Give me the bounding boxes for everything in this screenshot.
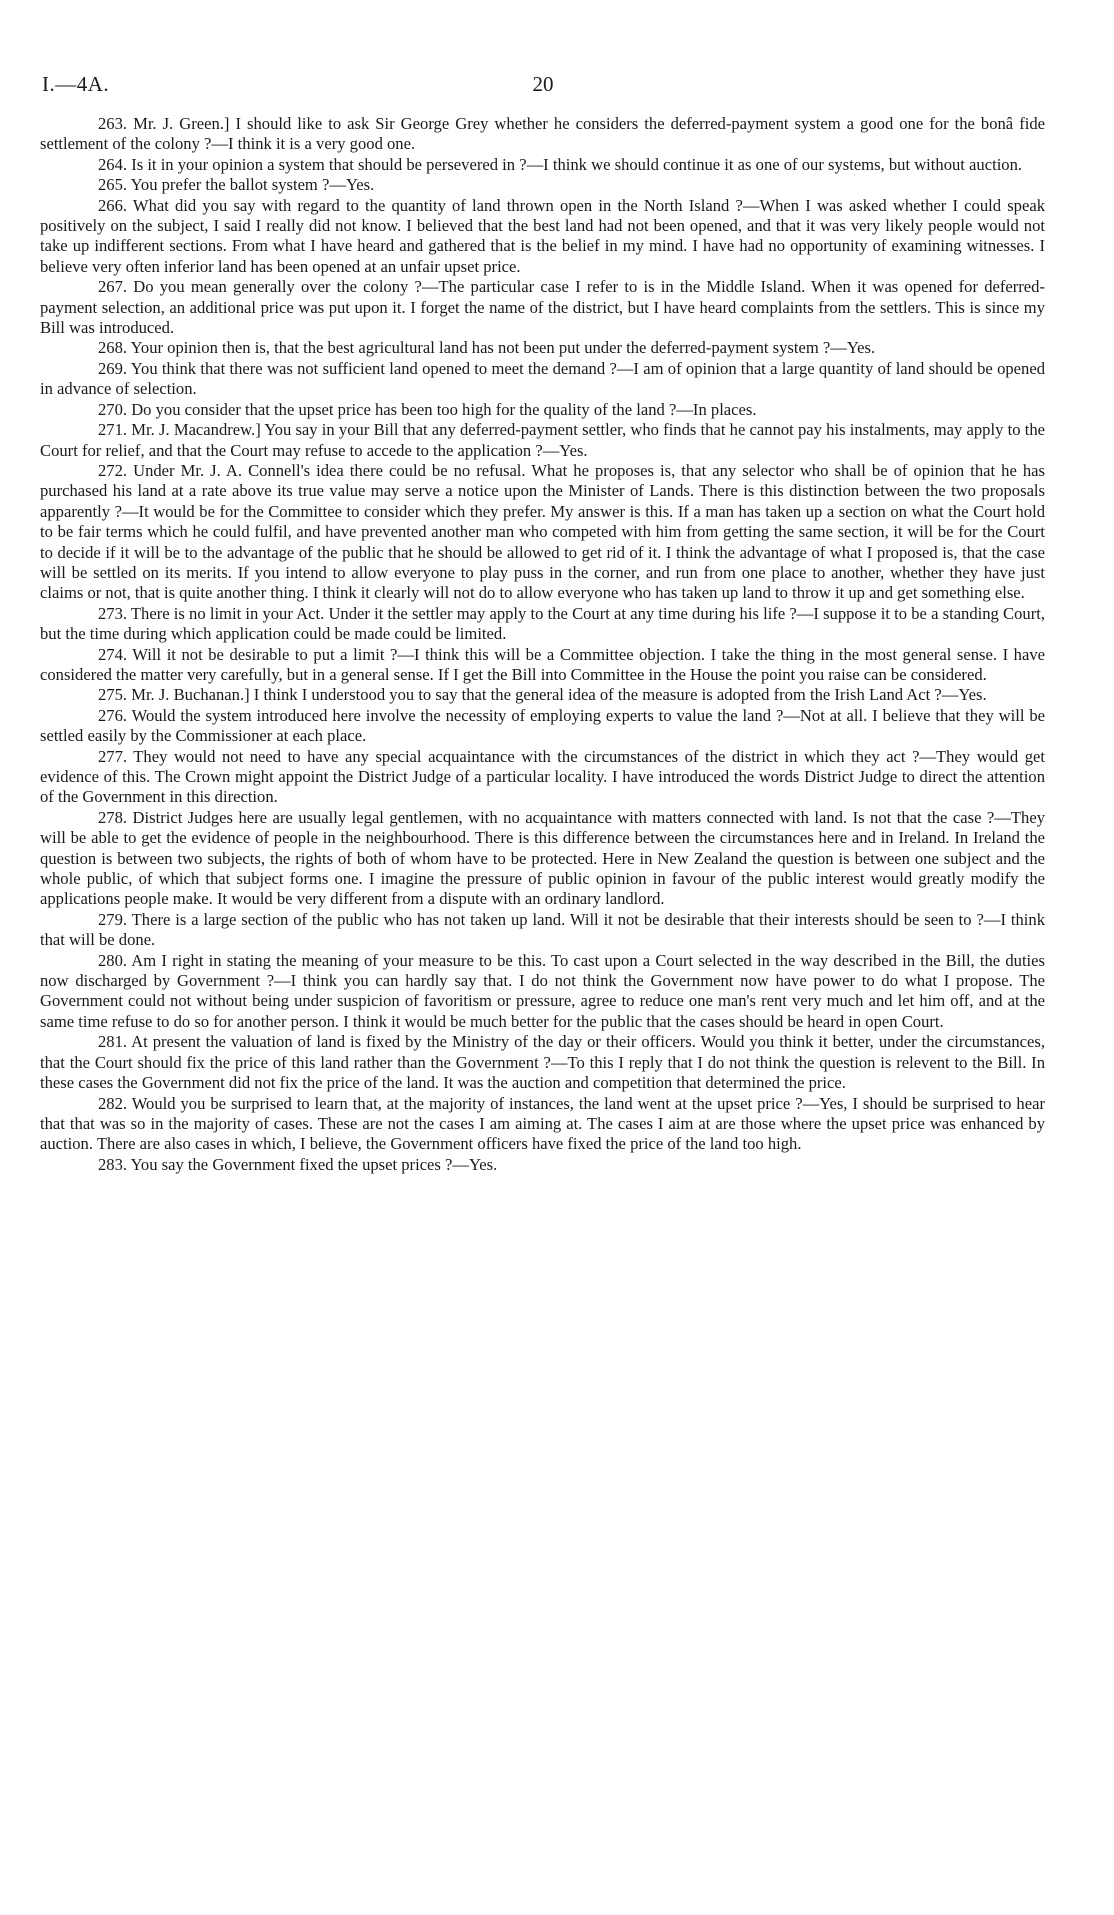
page-number: 20 xyxy=(532,72,554,96)
question-280: 280. Am I right in stating the meaning of your measure to be this. To cast upon a Court selected in the way described in the Bill, the duties now discharged by Government ?—I think you can hardly say that. I do not think the Government now have power to do what I propose. The Government could not without being under suspicion of favoritism or pressure, agree to reduce one man's rent very much and let him off, and at the same time refuse to do so for another person. I think it would be much better for the public that the cases should be heard in open Court. xyxy=(40,950,1045,1031)
question-267: 267. Do you mean generally over the colony ?—The particular case I refer to is in the Middle Island. When it was opened for deferred-payment selection, an additional price was put upon it. I forget the name of the district, but I have heard complaints from the settlers. This is since my Bill was introduced. xyxy=(40,277,1045,338)
question-268: 268. Your opinion then is, that the best agricultural land has not been put under the deferred-payment system ?—Yes. xyxy=(98,338,876,358)
question-271: 271. Mr. J. Macandrew.] You say in your Bill that any deferred-payment settler, who finds that he cannot pay his instalments, may apply to the Court for relief, and that the Court may refuse to accede to the application ?—Yes. xyxy=(40,420,1045,460)
document-reference: I.—4A. xyxy=(42,72,110,96)
question-273: 273. There is no limit in your Act. Under it the settler may apply to the Court at any time during his life ?—I suppose it to be a standing Court, but the time during which application could be made could be limited. xyxy=(40,603,1045,644)
question-264: 264. Is it in your opinion a system that should be persevered in ?—I think we should continue it as one of our systems, but without auction. xyxy=(98,154,1023,174)
question-283: 283. You say the Government fixed the upset prices ?—Yes. xyxy=(98,1154,498,1174)
question-270: 270. Do you consider that the upset price has been too high for the quality of the land ?—In places. xyxy=(98,399,757,419)
question-269: 269. You think that there was not sufficient land opened to meet the demand ?—I am of opinion that a large quantity of land should be opened in advance of selection. xyxy=(40,358,1045,399)
minutes-of-evidence xyxy=(40,114,1045,1175)
question-281: 281. At present the valuation of land is fixed by the Ministry of the day or their officers. Would you think it better, under the circumstances, that the Court should fix the price of this land rather than the Government ?—To this I reply that I do not think the question is relevent to the Bill. In these cases the Government did not fix the price of the land. It was the auction and competition that determined the price. xyxy=(40,1032,1045,1093)
question-277: 277. They would not need to have any special acquaintance with the circumstances of the district in which they act ?—They would get evidence of this. The Crown might appoint the District Judge of a particular locality. I have introduced the words District Judge to direct the attention of the Government in this direction. xyxy=(40,746,1045,807)
page-header xyxy=(42,72,1044,100)
question-278: 278. District Judges here are usually legal gentlemen, with no acquaintance with matters connected with land. Is not that the case ?—They will be able to get the evidence of people in the neighbourhood. There is this difference between the circumstances here and in Ireland. In Ireland the question is between two subjects, the rights of both of whom have to be protected. Here in New Zealand the question is between one subject and the whole public, of which that subject forms one. I imagine the pressure of public opinion in favour of the public interest would greatly modify the applications people make. It would be very different from a dispute with an ordinary landlord. xyxy=(40,807,1045,909)
question-282: 282. Would you be surprised to learn that, at the majority of instances, the land went at the upset price ?—Yes, I should be surprised to hear that that was so in the majority of cases. These are not the cases I am aiming at. The cases I aim at are those where the upset price was enhanced by auction. There are also cases in which, I believe, the Government officers have fixed the price of the land too high. xyxy=(40,1093,1045,1154)
question-266: 266. What did you say with regard to the quantity of land thrown open in the North Island ?—When I was asked whether I could speak positively on the subject, I said I really did not know. I believed that the best land had not been opened, and that it was very likely people would not take up indifferent sections. From what I have heard and gathered that is the belief in my mind. I have had no opportunity of examining witnesses. I believe very often inferior land has been opened at an unfair upset price. xyxy=(40,195,1045,276)
question-272: 272. Under Mr. J. A. Connell's idea there could be no refusal. What he proposes is, that any selector who shall be of opinion that he has purchased his land at a rate above its true value may serve a notice upon the Minister of Lands. There is this distinction between the two proposals apparently ?—It would be for the Committee to consider which they prefer. My answer is this. If a man has taken up a section on what the Court hold to be fair terms which he could fulfil, and have prevented another man who competed with him from getting the same section, it will be for the Court to decide if it will be to the advantage of the public that he should be allowed to get rid of it. I think the advantage of what I proposed is, that the case will be settled on its merits. If you intend to allow everyone to play puss in the corner, and run from one place to another, whether they have just claims or not, that is quite another thing. I think it clearly will not do to allow everyone who has taken up land to throw it up and get something else. xyxy=(40,460,1045,603)
question-265: 265. You prefer the ballot system ?—Yes. xyxy=(98,175,375,195)
question-263: 263. Mr. J. Green.] I should like to ask Sir George Grey whether he considers the deferred-payment system a good one for the bonâ fide settlement of the colony ?—I think it is a very good one. xyxy=(40,114,1045,154)
question-276: 276. Would the system introduced here involve the necessity of employing experts to value the land ?—Not at all. I believe that they will be settled easily by the Commissioner at each place. xyxy=(40,705,1045,746)
question-274: 274. Will it not be desirable to put a limit ?—I think this will be a Committee objection. I take the thing in the most general sense. I have considered the matter very carefully, but in a general sense. If I get the Bill into Committee in the House the point you raise can be considered. xyxy=(40,644,1045,684)
question-279: 279. There is a large section of the public who has not taken up land. Will it not be desirable that their interests should be seen to ?—I think that will be done. xyxy=(40,909,1045,950)
question-275: 275. Mr. J. Buchanan.] I think I understood you to say that the general idea of the measure is adopted from the Irish Land Act ?—Yes. xyxy=(98,685,987,705)
